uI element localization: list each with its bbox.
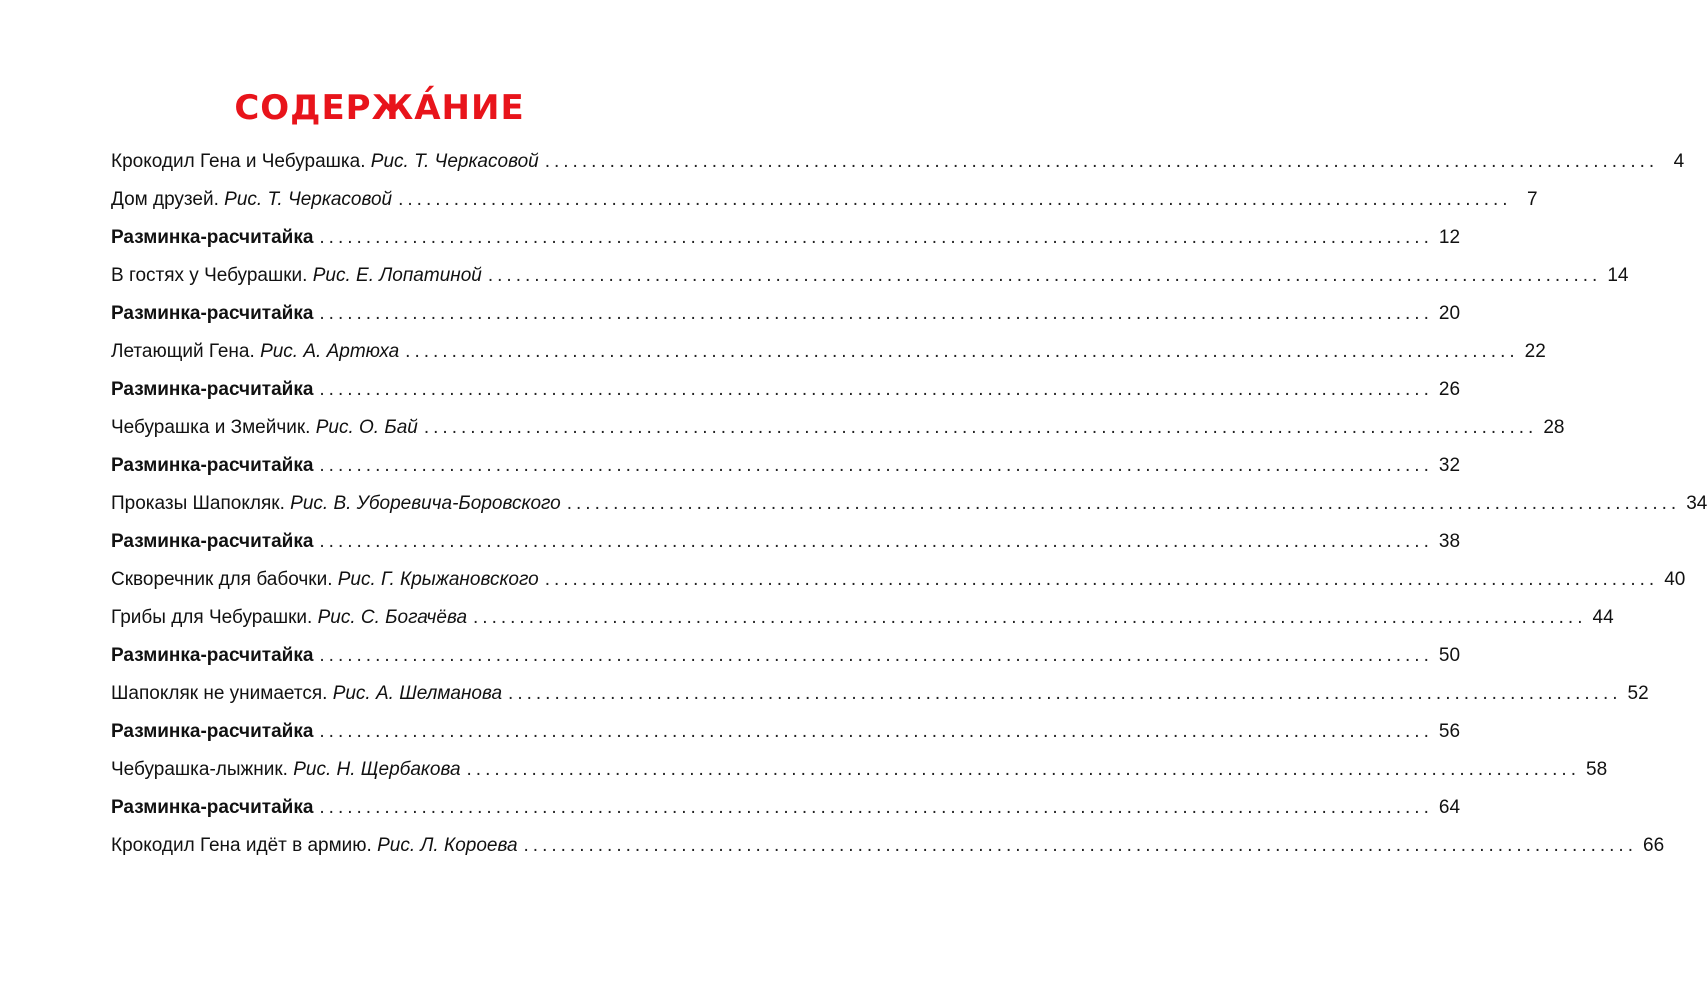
toc-entry-artist: Рис. Г. Крыжановского [337, 569, 539, 590]
dot-leader: ........................................................................................................................ [319, 455, 1433, 476]
toc-entry-text [111, 219, 313, 257]
dot-leader: ........................................................................................................................ [319, 379, 1433, 400]
toc-entry-artist: Рис. Л. Короева [377, 835, 518, 856]
dot-leader: ........................................................................................................................ [319, 531, 1433, 552]
toc-entry [111, 713, 1461, 751]
toc-entry [111, 257, 1629, 295]
toc-entry-artist: Рис. Т. Черкасовой [370, 151, 539, 172]
dot-leader: ........................................................................................................................ [544, 151, 1659, 172]
toc-page-number: 14 [1607, 265, 1629, 286]
table-of-contents [111, 143, 1707, 865]
toc-entry-text [111, 257, 482, 295]
dot-leader: ........................................................................................................................ [319, 303, 1433, 324]
toc-entry [111, 447, 1461, 485]
dot-leader: ........................................................................................................................ [473, 607, 1587, 628]
toc-entry-text [111, 485, 561, 523]
toc-page-number: 20 [1438, 303, 1461, 324]
toc-entry-artist: Рис. С. Богачёва [317, 607, 468, 628]
toc-page-number: 22 [1524, 341, 1546, 362]
toc-entry-title: Разминка-расчитайка [111, 645, 314, 666]
toc-page-number: 50 [1438, 645, 1461, 666]
toc-entry-artist: Рис. А. Шелманова [332, 683, 503, 704]
toc-entry-title: Чебурашка и Змейчик. [111, 417, 311, 438]
toc-entry-title: Проказы Шапокляк. [111, 493, 285, 514]
toc-entry-text [111, 409, 418, 447]
dot-leader: ........................................................................................................................ [319, 797, 1433, 818]
toc-page-number: 52 [1627, 683, 1649, 704]
toc-entry-title: Разминка-расчитайка [111, 303, 314, 324]
toc-entry-artist: Рис. В. Уборевича-Боровского [290, 493, 561, 514]
toc-entry [111, 599, 1614, 637]
toc-entry-title: Чебурашка-лыжник. [111, 759, 288, 780]
toc-entry [111, 143, 1685, 181]
toc-entry-text [111, 371, 313, 409]
dot-leader: ........................................................................................................................ [319, 227, 1433, 248]
toc-entry-title: Разминка-расчитайка [111, 379, 314, 400]
dot-leader: ........................................................................................................................ [405, 341, 1519, 362]
dot-leader: ........................................................................................................................ [544, 569, 1659, 590]
toc-entry-title: Крокодил Гена и Чебурашка. [111, 151, 366, 172]
toc-entry-text [111, 181, 392, 219]
toc-entry [111, 751, 1608, 789]
toc-page-number: 32 [1438, 455, 1461, 476]
toc-entry [111, 485, 1707, 523]
toc-page-number: 56 [1438, 721, 1461, 742]
dot-leader: ........................................................................................................................ [487, 265, 1602, 286]
toc-entry-title: Разминка-расчитайка [111, 227, 314, 248]
toc-entry-title: Дом друзей. [111, 189, 219, 210]
dot-leader: ........................................................................................................................ [398, 189, 1512, 210]
toc-entry [111, 219, 1461, 257]
toc-entry-artist: Рис. Е. Лопатиной [312, 265, 482, 286]
toc-entry-title: Разминка-расчитайка [111, 531, 314, 552]
toc-page-number: 4 [1673, 151, 1685, 172]
toc-page-number: 12 [1438, 227, 1461, 248]
toc-entry [111, 637, 1461, 675]
toc-entry-text [111, 789, 313, 827]
toc-entry-text [111, 561, 539, 599]
toc-entry [111, 523, 1461, 561]
toc-entry-title: Грибы для Чебурашки. [111, 607, 313, 628]
toc-entry-title: Летающий Гена. [111, 341, 255, 362]
toc-entry-text [111, 599, 467, 637]
toc-entry-text [111, 523, 313, 561]
toc-page-number: 64 [1438, 797, 1461, 818]
toc-entry-title: Разминка-расчитайка [111, 721, 314, 742]
dot-leader: ........................................................................................................................ [508, 683, 1622, 704]
toc-entry-text [111, 295, 313, 333]
toc-entry [111, 409, 1565, 447]
toc-entry-title: Скворечник для бабочки. [111, 569, 333, 590]
dot-leader: ........................................................................................................................ [319, 645, 1433, 666]
toc-page-number: 7 [1527, 189, 1538, 210]
toc-page-number: 34 [1686, 493, 1707, 514]
toc-entry [111, 675, 1649, 713]
toc-entry-text [111, 713, 313, 751]
toc-page-number: 40 [1664, 569, 1686, 590]
dot-leader: ........................................................................................................................ [319, 721, 1433, 742]
toc-entry [111, 371, 1461, 409]
toc-entry-title: Шапокляк не унимается. [111, 683, 328, 704]
toc-entry-artist: Рис. Н. Щербакова [293, 759, 461, 780]
toc-entry [111, 561, 1686, 599]
toc-entry-text [111, 333, 399, 371]
dot-leader: ........................................................................................................................ [423, 417, 1538, 438]
toc-page-number: 66 [1643, 835, 1665, 856]
toc-entry-title: В гостях у Чебурашки. [111, 265, 308, 286]
toc-entry [111, 333, 1546, 371]
toc-page-number: 26 [1438, 379, 1461, 400]
toc-entry-text [111, 827, 518, 865]
toc-entry-text [111, 751, 461, 789]
toc-page-number: 28 [1543, 417, 1565, 438]
toc-entry [111, 827, 1665, 865]
toc-page-number: 38 [1438, 531, 1461, 552]
toc-entry [111, 295, 1461, 333]
dot-leader: ........................................................................................................................ [566, 493, 1681, 514]
toc-entry-text [111, 637, 313, 675]
toc-page-number: 44 [1592, 607, 1614, 628]
toc-entry [111, 181, 1538, 219]
toc-entry-artist: Рис. А. Артюха [260, 341, 400, 362]
toc-entry-text [111, 675, 502, 713]
toc-page-number: 58 [1586, 759, 1608, 780]
toc-entry [111, 789, 1461, 827]
toc-entry-text [111, 447, 313, 485]
dot-leader: ........................................................................................................................ [523, 835, 1637, 856]
toc-entry-title: Разминка-расчитайка [111, 797, 314, 818]
toc-entry-text [111, 143, 539, 181]
toc-entry-title: Крокодил Гена идёт в армию. [111, 835, 372, 856]
page-title: СОДЕРЖА́НИЕ [234, 88, 525, 128]
toc-entry-title: Разминка-расчитайка [111, 455, 314, 476]
toc-entry-artist: Рис. О. Бай [315, 417, 418, 438]
toc-entry-artist: Рис. Т. Черкасовой [224, 189, 393, 210]
dot-leader: ........................................................................................................................ [466, 759, 1580, 780]
